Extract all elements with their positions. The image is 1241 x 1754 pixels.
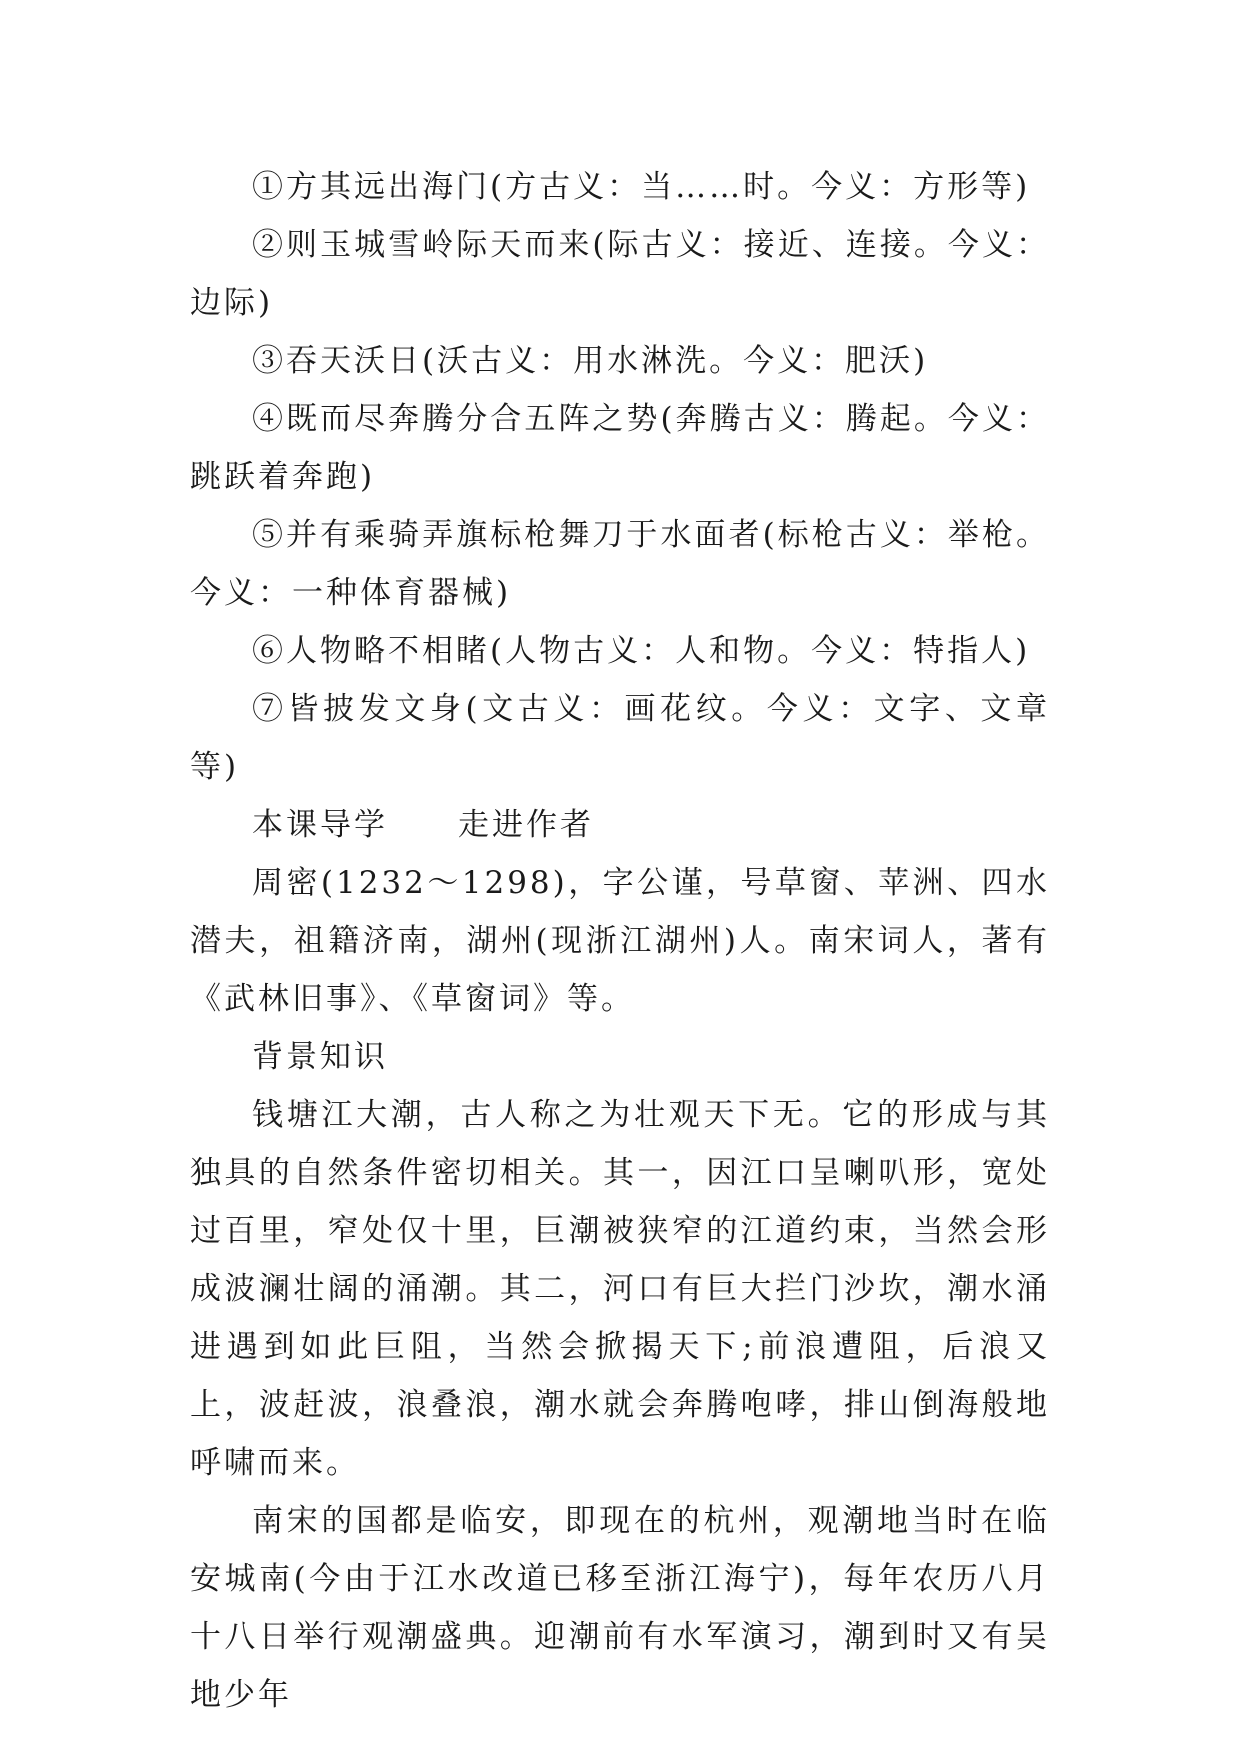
background-paragraph-1: 钱塘江大潮，古人称之为壮观天下无。它的形成与其独具的自然条件密切相关。其一，因江口呈喇叭形，宽处过百里，窄处仅十里，巨潮被狭窄的江道约束，当然会形成波澜壮阔的涌潮。其二，河口有巨大拦门沙坎，潮水涌进遇到如此巨阻，当然会掀揭天下;前浪遭阻，后浪又上，波赶波，浪叠浪，潮水就会奔腾咆哮，排山倒海般地呼啸而来。: [190, 1097, 1050, 1481]
author-intro-paragraph: 周密(1232～1298)，字公谨，号草窗、苹洲、四水潜夫，祖籍济南，湖州(现浙江湖州)人。南宋词人，著有《武林旧事》、《草窗词》等。: [190, 865, 1050, 1017]
section-heading: [190, 796, 1050, 854]
section-heading-right: 走进作者: [458, 807, 594, 843]
background-paragraph-2: 南宋的国都是临安，即现在的杭州，观潮地当时在临安城南(今由于江水改道已移至浙江海宁)，每年农历八月十八日举行观潮盛典。迎潮前有水军演习，潮到时又有吴地少年: [190, 1503, 1050, 1713]
note-paragraph-6: ⑥人物略不相睹(人物古义：人和物。今义：特指人): [252, 633, 1031, 669]
background-heading: 背景知识: [252, 1039, 388, 1075]
note-paragraph-3: ③吞天沃日(沃古义：用水淋洗。今义：肥沃): [252, 343, 929, 379]
note-paragraph-5: ⑤并有乘骑弄旗标枪舞刀于水面者(标枪古义：举枪。今义：一种体育器械): [190, 517, 1050, 611]
section-heading-left: 本课导学: [252, 807, 388, 843]
note-paragraph-1: ①方其远出海门(方古义：当……时。今义：方形等): [252, 169, 1031, 205]
note-paragraph-7: ⑦皆披发文身(文古义：画花纹。今义：文字、文章等): [190, 691, 1050, 785]
document-page: [190, 158, 1050, 1724]
note-paragraph-2: ②则玉城雪岭际天而来(际古义：接近、连接。今义：边际): [190, 227, 1050, 321]
note-paragraph-4: ④既而尽奔腾分合五阵之势(奔腾古义：腾起。今义：跳跃着奔跑): [190, 401, 1050, 495]
